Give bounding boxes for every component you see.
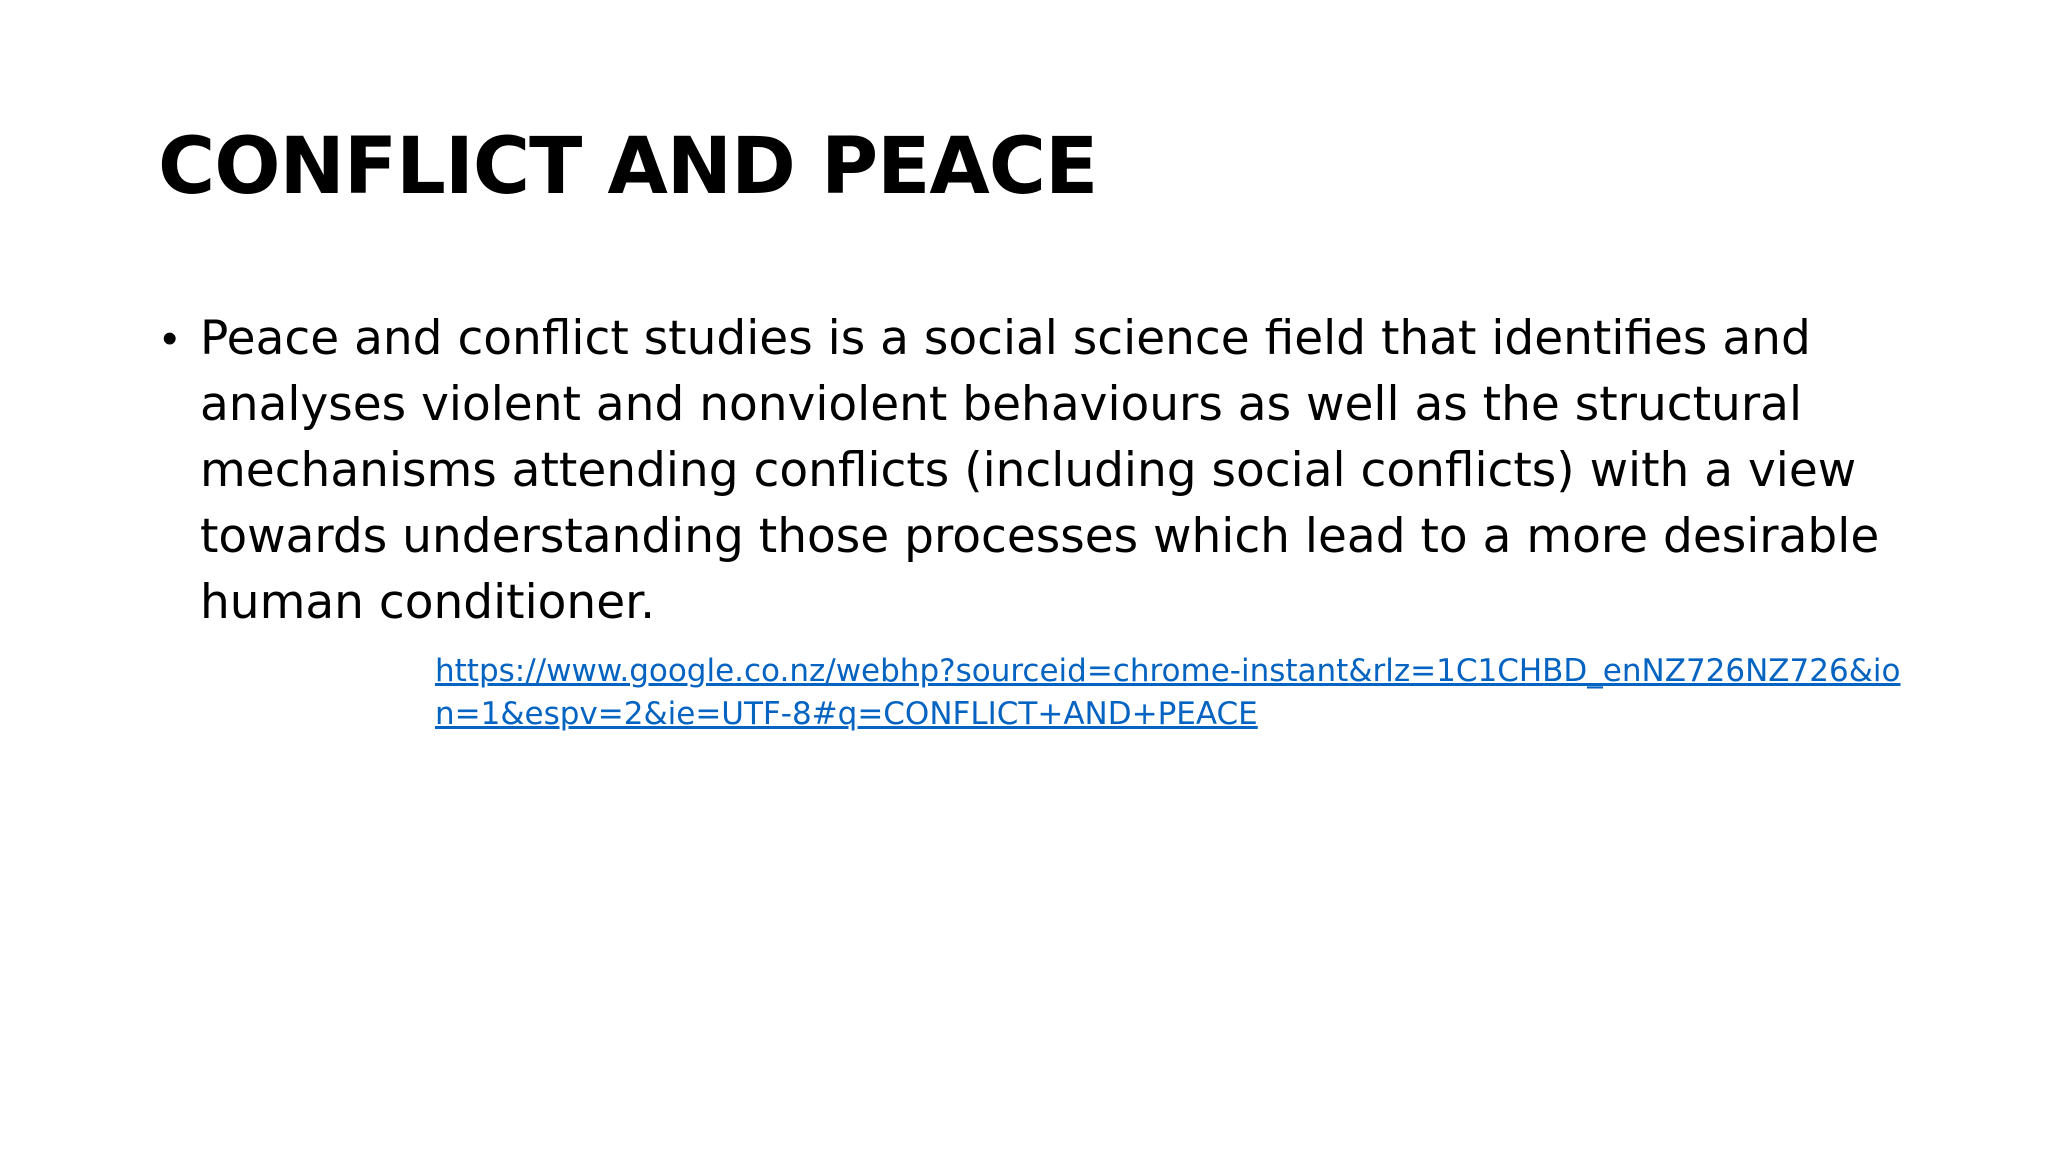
source-link[interactable]: https://www.google.co.nz/webhp?sourceid=chrome-instant&rlz=1C1CHBD_enNZ726NZ726&ion=1&espv=2&ie=UTF-8#q=CONFLICT+AND+PEACE	[435, 653, 1901, 732]
bullet-text: Peace and conflict studies is a social science field that identifies and analyses violent and nonviolent behaviours as well as the structural mechanisms attending conflicts (including social conflicts) with a view towards understanding those processes which lead to a more desirable human conditioner.	[200, 311, 1880, 630]
bullet-item	[158, 306, 1938, 736]
bullet-marker: •	[162, 314, 178, 363]
slide-title: CONFLICT AND PEACE	[158, 122, 1098, 212]
bullet-list	[158, 306, 1938, 736]
